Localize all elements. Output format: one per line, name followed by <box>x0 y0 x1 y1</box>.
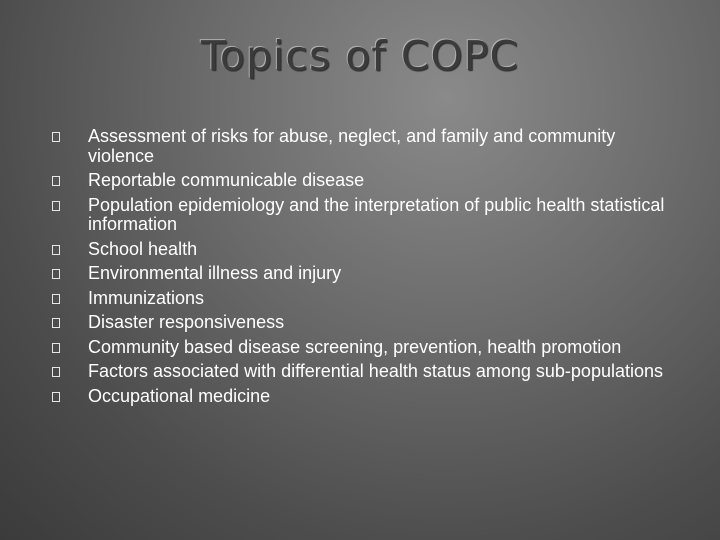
bullet-item <box>50 338 670 358</box>
empty-square-icon <box>52 176 60 186</box>
bullet-item <box>50 240 670 260</box>
empty-square-icon <box>52 367 60 377</box>
empty-square-icon <box>52 294 60 304</box>
empty-square-icon <box>52 269 60 279</box>
bullet-text: Reportable communicable disease <box>88 170 365 190</box>
bullet-item <box>50 289 670 309</box>
empty-square-icon <box>52 245 60 255</box>
bullet-text: Occupational medicine <box>88 385 271 406</box>
empty-square-icon <box>52 392 60 402</box>
bullet-text: Population epidemiology and the interpretation of public health statistical information <box>88 194 665 234</box>
bullet-text: School health <box>88 238 198 259</box>
bullet-item <box>50 313 670 333</box>
bullet-list <box>50 127 670 411</box>
bullet-text: Assessment of risks for abuse, neglect, and family and community violence <box>88 126 616 166</box>
empty-square-icon <box>52 132 60 142</box>
bullet-text: Community based disease screening, prevention, health promotion <box>88 336 622 357</box>
bullet-item <box>50 196 670 235</box>
empty-square-icon <box>52 201 60 211</box>
bullet-text: Disaster responsiveness <box>88 312 285 332</box>
bullet-text: Immunizations <box>88 287 205 308</box>
bullet-item <box>50 362 670 382</box>
bullet-text: Factors associated with differential health status among sub-populations <box>88 361 663 381</box>
bullet-item <box>50 171 670 191</box>
slide-title: Topics of COPC <box>200 32 520 80</box>
bullet-item <box>50 387 670 407</box>
bullet-item <box>50 264 670 284</box>
bullet-item <box>50 127 670 166</box>
bullet-text: Environmental illness and injury <box>88 263 342 283</box>
empty-square-icon <box>52 343 60 353</box>
empty-square-icon <box>52 318 60 328</box>
